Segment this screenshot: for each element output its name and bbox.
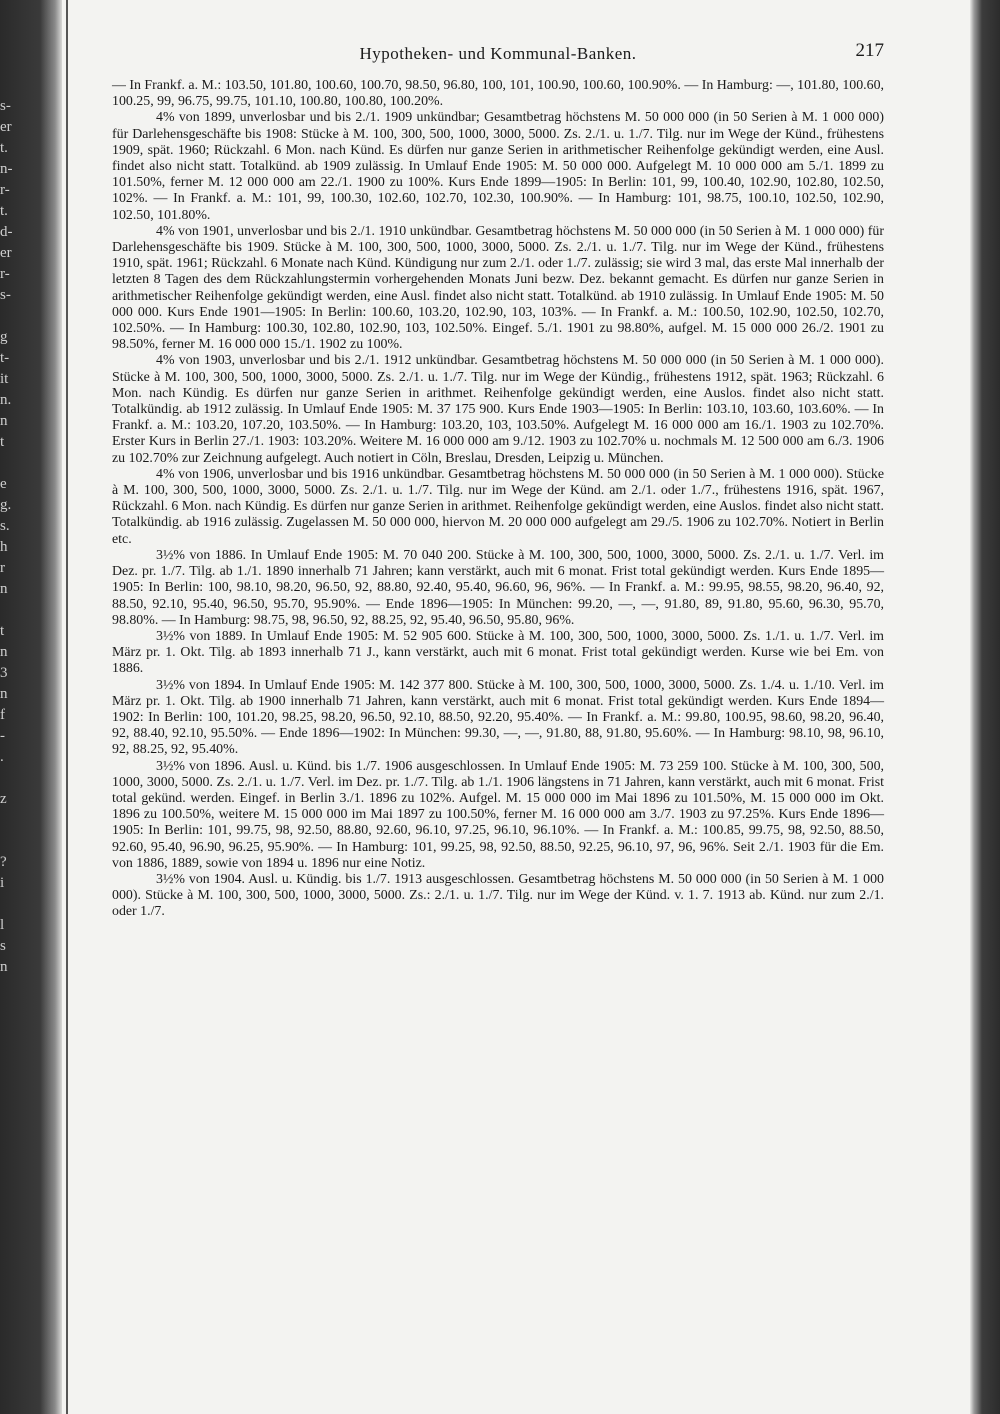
margin-fragment: t bbox=[0, 623, 5, 639]
margin-fragment: h bbox=[0, 539, 8, 555]
margin-fragment: n bbox=[0, 581, 8, 597]
margin-fragment: g bbox=[0, 329, 8, 345]
margin-fragment: z bbox=[0, 791, 7, 807]
running-head: Hypotheken- und Kommunal-Banken. bbox=[359, 44, 637, 63]
margin-fragment: ? bbox=[0, 854, 7, 870]
body-text bbox=[112, 78, 884, 921]
margin-fragment: f bbox=[0, 707, 5, 723]
margin-fragment: er bbox=[0, 245, 12, 261]
gutter-line bbox=[66, 0, 68, 1414]
margin-fragment bbox=[0, 894, 20, 915]
paragraph-3-5pct-1894: 3½% von 1894. In Umlauf Ende 1905: M. 142 377 800. Stücke à M. 100, 300, 500, 1000, 3000, 5000. Zs. 1./4. u. 1./10. Verl. im März pr. 1. Okt. Tilg. ab 1900 innerhalb 71 Jahren, kann verstärkt, auch mit 6 monat. Frist total gekündigt werden. Kurs Ende 1894—1902: In Berlin: 100, 101.20, 98.25, 98.20, 96.50, 92.10, 88.50, 92.20, 95.40%. — In Frankf. a. M.: 99.80, 100.95, 98.60, 98.20, 96.40, 92, 88.40, 92.10, 95.50%. — Ende 1896—1902: In München: 99.30, —, —, 91.80, 88, 91.80, 95.60%. — In Hamburg: 98.10, 98, 96.10, 92, 88.25, 92, 95.40%. bbox=[112, 677, 884, 758]
margin-fragment: it bbox=[0, 371, 9, 387]
margin-fragment: t- bbox=[0, 350, 10, 366]
margin-fragment bbox=[0, 600, 20, 621]
margin-fragment: d- bbox=[0, 224, 13, 240]
margin-fragment: g. bbox=[0, 497, 12, 513]
margin-fragment: n bbox=[0, 959, 8, 975]
margin-fragment bbox=[0, 453, 20, 474]
paragraph-4pct-1901: 4% von 1901, unverlosbar und bis 2./1. 1910 unkündbar. Gesamtbetrag höchstens M. 50 000 000 (in 50 Serien à M. 1 000 000) für Darlehensgeschäfte bis 1909. Stücke à M. 100, 300, 500, 1000, 3000, 5000. Zs. 2./1. u. 1./7. Tilg. nur im Wege der Künd., frühestens 1910, spät. 1961; Rückzahl. 6 Monate nach Künd. Kündigung nur zum 2./1. oder 1./7. zulässig; sie wird 3 mal, das erste Mal innerhalb der letzten 8 Tagen des dem Rückzahlungstermin vorhergehenden Monats Juni bezw. Dez. bekannt gemacht. Es dürfen nur ganze Serien in arithmetischer Reihenfolge gekündigt werden, eine Ausl. findet also nicht statt. Totalkünd. ab 1910 zulässig. In Umlauf Ende 1905: M. 50 000 000. Kurs Ende 1901—1905: In Berlin: 100.60, 103.20, 102.90, 103, 103%. — In Frankf. a. M.: 100.50, 102.90, 102.50, 102.70, 102.50%. — In Hamburg: 100.30, 102.80, 102.90, 103, 102.50%. Eingef. 5./1. 1901 zu 98.80%, aufgel. M. 15 000 000 26./2. 1901 zu 98.50%, ferner M. 16 000 000 15./1. 1902 zu 100%. bbox=[112, 223, 884, 353]
paragraph-4pct-1906: 4% von 1906, unverlosbar und bis 1916 unkündbar. Gesamtbetrag höchstens M. 50 000 000 (in 50 Serien à M. 1 000 000). Stücke à M. 100, 300, 500, 1000, 3000, 5000. Zs. 2./1. u. 1./7. Tilg. nur im Wege der Künd. am 2./1. oder 1./7., frühestens 1916, spät. 1967, Rückzahl. 6 Mon. nach Kündig. Es dürfen nur ganze Serien in arithmet. Reihenfolge gekündigt werden, eine Auslos. findet also nicht statt. Totalkündig. ab 1916 zulässig. Zugelassen M. 50 000 000, hiervon M. 20 000 000 aufgelegt am 29./5. 1906 zu 102.70%. Notiert in Berlin etc. bbox=[112, 466, 884, 547]
paragraph-3-5pct-1886: 3½% von 1886. In Umlauf Ende 1905: M. 70 040 200. Stücke à M. 100, 300, 500, 1000, 3000, 5000. Zs. 2./1. u. 1./7. Verl. im Dez. pr. 1./7. Tilg. ab 1./1. 1890 innerhalb 71 Jahren; kann verstärkt, auch mit 6 monat. Frist total gekündigt werden. Kurs Ende 1895—1905: In Berlin: 100, 98.10, 98.20, 96.50, 92, 88.80, 92.40, 95.40, 96.60, 96, 96%. — In Frankf. a. M.: 99.95, 98.55, 98.20, 96.40, 92, 88.50, 92.10, 95.40, 96.50, 95.70, 95.90%. — Ende 1896—1905: In München: 99.20, —, —, 91.80, 89, 91.80, 95.60, 96.30, 95.70, 98.80%. — In Hamburg: 98.75, 98, 96.50, 92, 88.25, 92, 95.40, 96.50, 95.80, 96%. bbox=[112, 547, 884, 628]
margin-fragment: t bbox=[0, 434, 5, 450]
margin-fragment: n bbox=[0, 644, 8, 660]
margin-fragment: r bbox=[0, 560, 5, 576]
adjacent-page-fragments bbox=[0, 96, 20, 999]
margin-fragment bbox=[0, 810, 20, 831]
paragraph-4pct-1899: 4% von 1899, unverlosbar und bis 2./1. 1909 unkündbar; Gesamtbetrag höchstens M. 50 000 000 (in 50 Serien à M. 1 000 000) für Darlehensgeschäfte bis 1908: Stücke à M. 100, 300, 500, 1000, 3000, 5000. Zs. 2./1. u. 1./7. Tilg. nur im Wege der Künd., frühestens 1909, spät. 1960; Rückzahl. 6 Mon. nach Künd. Es dürfen nur ganze Serien in arithmetischer Reihenfolge gekündigt werden, eine Ausl. findet also nicht statt. Totalkünd. ab 1909 zulässig. In Umlauf Ende 1905: M. 50 000 000. Aufgelegt M. 10 000 000 am 5./1. 1899 zu 101.50%, ferner M. 12 000 000 am 22./1. 1900 zu 100%. Kurs Ende 1899—1905: In Berlin: 101, 99, 100.40, 102.90, 102.80, 102.50, 102%. — In Frankf. a. M.: 101, 99, 100.30, 102.60, 102.70, 102.30, 100.90%. — In Hamburg: 101, 98.75, 100.10, 102.50, 102.90, 102.50, 101.80%. bbox=[112, 110, 884, 223]
margin-fragment: r- bbox=[0, 182, 10, 198]
margin-fragment: n bbox=[0, 413, 8, 429]
paragraph-hamburg-kurse: — In Frankf. a. M.: 103.50, 101.80, 100.60, 100.70, 98.50, 96.80, 100, 101, 100.90, 100.60, 100.90%. — In Hamburg: —, 101.80, 100.60, 100.25, 99, 96.75, 99.75, 101.10, 100.80, 100.80, 100.20%. bbox=[112, 78, 884, 110]
document-page bbox=[112, 40, 884, 921]
margin-fragment: i bbox=[0, 875, 5, 891]
margin-fragment: . bbox=[0, 749, 4, 765]
book-edge-shadow-right bbox=[970, 0, 1000, 1414]
page-header bbox=[112, 40, 884, 74]
margin-fragment: s bbox=[0, 938, 6, 954]
margin-fragment: s- bbox=[0, 287, 11, 303]
margin-fragment: t. bbox=[0, 140, 8, 156]
paragraph-3-5pct-1904: 3½% von 1904. Ausl. u. Kündig. bis 1./7. 1913 ausgeschlossen. Gesamtbetrag höchstens M. 50 000 000 (in 50 Serien à M. 1 000 000). Stücke à M. 100, 300, 500, 1000, 3000, 5000. Zs.: 2./1. u. 1./7. Tilg. nur im Wege der Künd. v. 1. 7. 1913 ab. Künd. nur zum 2./1. oder 1./7. bbox=[112, 871, 884, 920]
paragraph-3-5pct-1896: 3½% von 1896. Ausl. u. Künd. bis 1./7. 1906 ausgeschlossen. In Umlauf Ende 1905: M. 73 259 100. Stücke à M. 100, 300, 500, 1000, 3000, 5000. Zs. 2./1. u. 1./7. Verl. im Dez. pr. 1./7. Tilg. ab 1./1. 1906 längstens in 71 Jahren, kann verstärkt, auch mit 6 monat. Frist total gekünd. werden. Eingef. in Berlin 3./1. 1896 zu 102%. Aufgel. M. 15 000 000 im Mai 1896 zu 101.50%, M. 15 000 000 im Okt. 1896 zu 100.50%, weitere M. 15 000 000 im Mai 1897 zu 100.50%, ferner M. 16 000 000 am 3./7. 1903 zu 97.25%. Kurs Ende 1896—1905: In Berlin: 101, 99.75, 98, 92.50, 88.80, 92.60, 96.10, 97.25, 96.10, 96.10%. — In Frankf. a. M.: 100.85, 99.75, 98, 92.50, 88.50, 92.60, 95.40, 96.90, 96.25, 95.90%. — In Hamburg: 101, 99.25, 98, 92.50, 88.50, 92.25, 96.10, 97, 96, 96%. Seit 2./1. 1903 für die Em. von 1886, 1889, sowie von 1894 u. 1896 nur eine Notiz. bbox=[112, 758, 884, 871]
margin-fragment bbox=[0, 306, 20, 327]
paragraph-4pct-1903: 4% von 1903, unverlosbar und bis 2./1. 1912 unkündbar. Gesamtbetrag höchstens M. 50 000 000 (in 50 Serien à M. 1 000 000). Stücke à M. 100, 300, 500, 1000, 3000, 5000. Zs. 2./1. u. 1./7. Tilg. nur im Wege der Kündig., frühestens 1912, spät. 1963; Rückzahl. 6 Mon. nach Kündig. Es dürfen nur ganze Serien in arithmet. Reihenfolge gekündigt werden, eine Auslos. findet also nicht statt. Totalkündig. ab 1912 zulässig. In Umlauf Ende 1905: M. 37 175 900. Kurs Ende 1903—1905: In Berlin: 103.10, 103.60, 103.60%. — In Frankf. a. M.: 103.20, 107.20, 103.50%. — In Hamburg: 103.20, 103, 103.50%. Aufgelegt M. 16 000 000 am 16./1. 1903 zu 102.70%. Erster Kurs in Berlin 27./1. 1903: 103.20%. Weitere M. 16 000 000 am 9./12. 1903 zu 102.70% u. nochmals M. 12 500 000 am 6./3. 1906 zu 102.70% zur Zeichnung aufgelegt. Auch notiert in Cöln, Breslau, Dresden, Leipzig u. München. bbox=[112, 353, 884, 466]
margin-fragment: n- bbox=[0, 161, 13, 177]
margin-fragment: r- bbox=[0, 266, 10, 282]
margin-fragment: l bbox=[0, 917, 5, 933]
margin-fragment bbox=[0, 978, 20, 999]
margin-fragment bbox=[0, 768, 20, 789]
margin-fragment: n bbox=[0, 686, 8, 702]
margin-fragment: t. bbox=[0, 203, 8, 219]
margin-fragment: er bbox=[0, 119, 12, 135]
margin-fragment: e bbox=[0, 476, 7, 492]
paragraph-3-5pct-1889: 3½% von 1889. In Umlauf Ende 1905: M. 52 905 600. Stücke à M. 100, 300, 500, 1000, 3000, 5000. Zs. 1./1. u. 1./7. Verl. im März pr. 1. Okt. Tilg. ab 1893 innerhalb 71 J., kann verstärkt, auch mit 6 monat. Frist total gekündigt werden. Kurse wie bei Em. von 1886. bbox=[112, 628, 884, 677]
margin-fragment: s. bbox=[0, 518, 10, 534]
page-number: 217 bbox=[855, 40, 884, 61]
margin-fragment: n. bbox=[0, 392, 12, 408]
margin-fragment bbox=[0, 831, 20, 852]
margin-fragment: - bbox=[0, 728, 5, 744]
margin-fragment: s- bbox=[0, 98, 11, 114]
margin-fragment: 3 bbox=[0, 665, 8, 681]
